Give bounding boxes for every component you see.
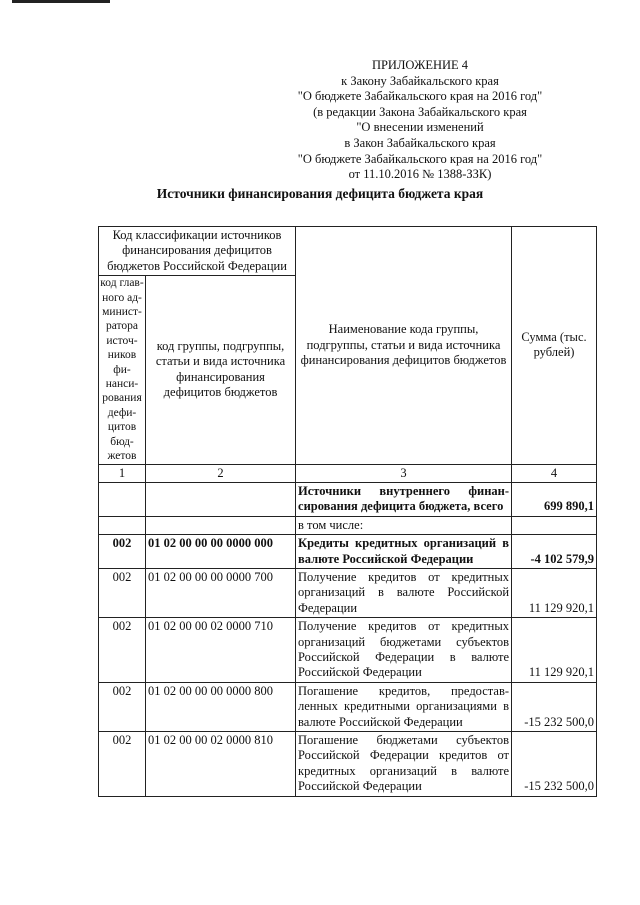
total-admin-cell bbox=[99, 482, 146, 516]
including-row bbox=[99, 516, 597, 534]
appendix-line-2: к Закону Забайкальского края bbox=[341, 73, 499, 88]
row-admin-code: 002 bbox=[99, 535, 146, 569]
top-edge-mark bbox=[12, 0, 110, 3]
header-sum-column: Сумма (тыс. рублей) bbox=[512, 227, 597, 465]
row-admin-code: 002 bbox=[99, 568, 146, 617]
row-admin-code: 002 bbox=[99, 618, 146, 683]
row-source-code: 01 02 00 00 02 0000 810 bbox=[146, 732, 296, 797]
table-row bbox=[99, 618, 597, 683]
column-number: 3 bbox=[296, 464, 512, 482]
header-admin-code-column: код глав-ного ад-минист-ратора источ-ников фи-нанси-рования дефи-цитов бюд-жетов bbox=[100, 277, 144, 463]
row-name: Получение кредитов от кредитных организаций в валюте Российской Федерации bbox=[296, 568, 512, 617]
table-row bbox=[99, 535, 597, 569]
including-label: в том числе: bbox=[296, 516, 512, 534]
appendix-line-3: "О бюджете Забайкальского края на 2016 год" bbox=[297, 89, 543, 104]
row-sum: 11 129 920,1 bbox=[512, 618, 597, 683]
row-source-code: 01 02 00 00 00 0000 800 bbox=[146, 682, 296, 731]
column-number: 4 bbox=[512, 464, 597, 482]
header-source-code-column: код группы, подгруппы, статьи и вида источника финансирования дефицитов бюджетов bbox=[146, 276, 296, 464]
total-sum: 699 890,1 bbox=[512, 482, 597, 516]
row-sum: 11 129 920,1 bbox=[512, 568, 597, 617]
column-number: 1 bbox=[99, 464, 146, 482]
appendix-line-4: (в редакции Закона Забайкальского края bbox=[313, 104, 527, 119]
row-sum: -4 102 579,9 bbox=[512, 535, 597, 569]
financing-sources-table bbox=[98, 226, 597, 797]
header-classification-group: Код классификации источников финансирования дефицитов бюджетов Российской Федерации bbox=[99, 227, 296, 276]
row-sum: -15 232 500,0 bbox=[512, 682, 597, 731]
column-numbers-row bbox=[99, 464, 597, 482]
row-name: Получение кредитов от кредитных организаций бюджетами субъектов Российской Федерации в валюте Российской Федерации bbox=[296, 618, 512, 683]
table-row bbox=[99, 732, 597, 797]
row-name: Погашение кредитов, предостав-ленных кредитными организациями в валюте Российской Федерации bbox=[296, 682, 512, 731]
row-name: Погашение бюджетами субъектов Российской Федерации кредитов от кредитных организаций в валюте Российской Федерации bbox=[296, 732, 512, 797]
row-name: Кредиты кредитных организаций в валюте Российской Федерации bbox=[296, 535, 512, 569]
row-source-code: 01 02 00 00 02 0000 710 bbox=[146, 618, 296, 683]
total-code-cell bbox=[146, 482, 296, 516]
appendix-line-8: от 11.10.2016 № 1388-ЗЗК) bbox=[348, 167, 492, 182]
total-row bbox=[99, 482, 597, 516]
row-source-code: 01 02 00 00 00 0000 700 bbox=[146, 568, 296, 617]
appendix-line-6: в Закон Забайкальского края bbox=[344, 135, 496, 150]
table-row bbox=[99, 682, 597, 731]
column-number: 2 bbox=[146, 464, 296, 482]
appendix-line-5: "О внесении изменений bbox=[356, 120, 484, 135]
page-title: Источники финансирования дефицита бюджета края bbox=[156, 186, 484, 201]
appendix-line-7: "О бюджете Забайкальского края на 2016 год" bbox=[297, 151, 543, 166]
appendix-line-1: ПРИЛОЖЕНИЕ 4 bbox=[371, 58, 469, 72]
including-code-cell bbox=[146, 516, 296, 534]
row-sum: -15 232 500,0 bbox=[512, 732, 597, 797]
total-name: Источники внутреннего финан-сирования дефицита бюджета, всего bbox=[296, 482, 512, 516]
row-source-code: 01 02 00 00 00 0000 000 bbox=[146, 535, 296, 569]
table-row bbox=[99, 568, 597, 617]
including-admin-cell bbox=[99, 516, 146, 534]
row-admin-code: 002 bbox=[99, 682, 146, 731]
row-admin-code: 002 bbox=[99, 732, 146, 797]
header-name-column: Наименование кода группы, подгруппы, статьи и вида источника финансирования дефицитов бюджетов bbox=[296, 227, 512, 465]
including-sum-cell bbox=[512, 516, 597, 534]
appendix-header bbox=[250, 58, 590, 183]
header-row-group bbox=[99, 227, 597, 276]
